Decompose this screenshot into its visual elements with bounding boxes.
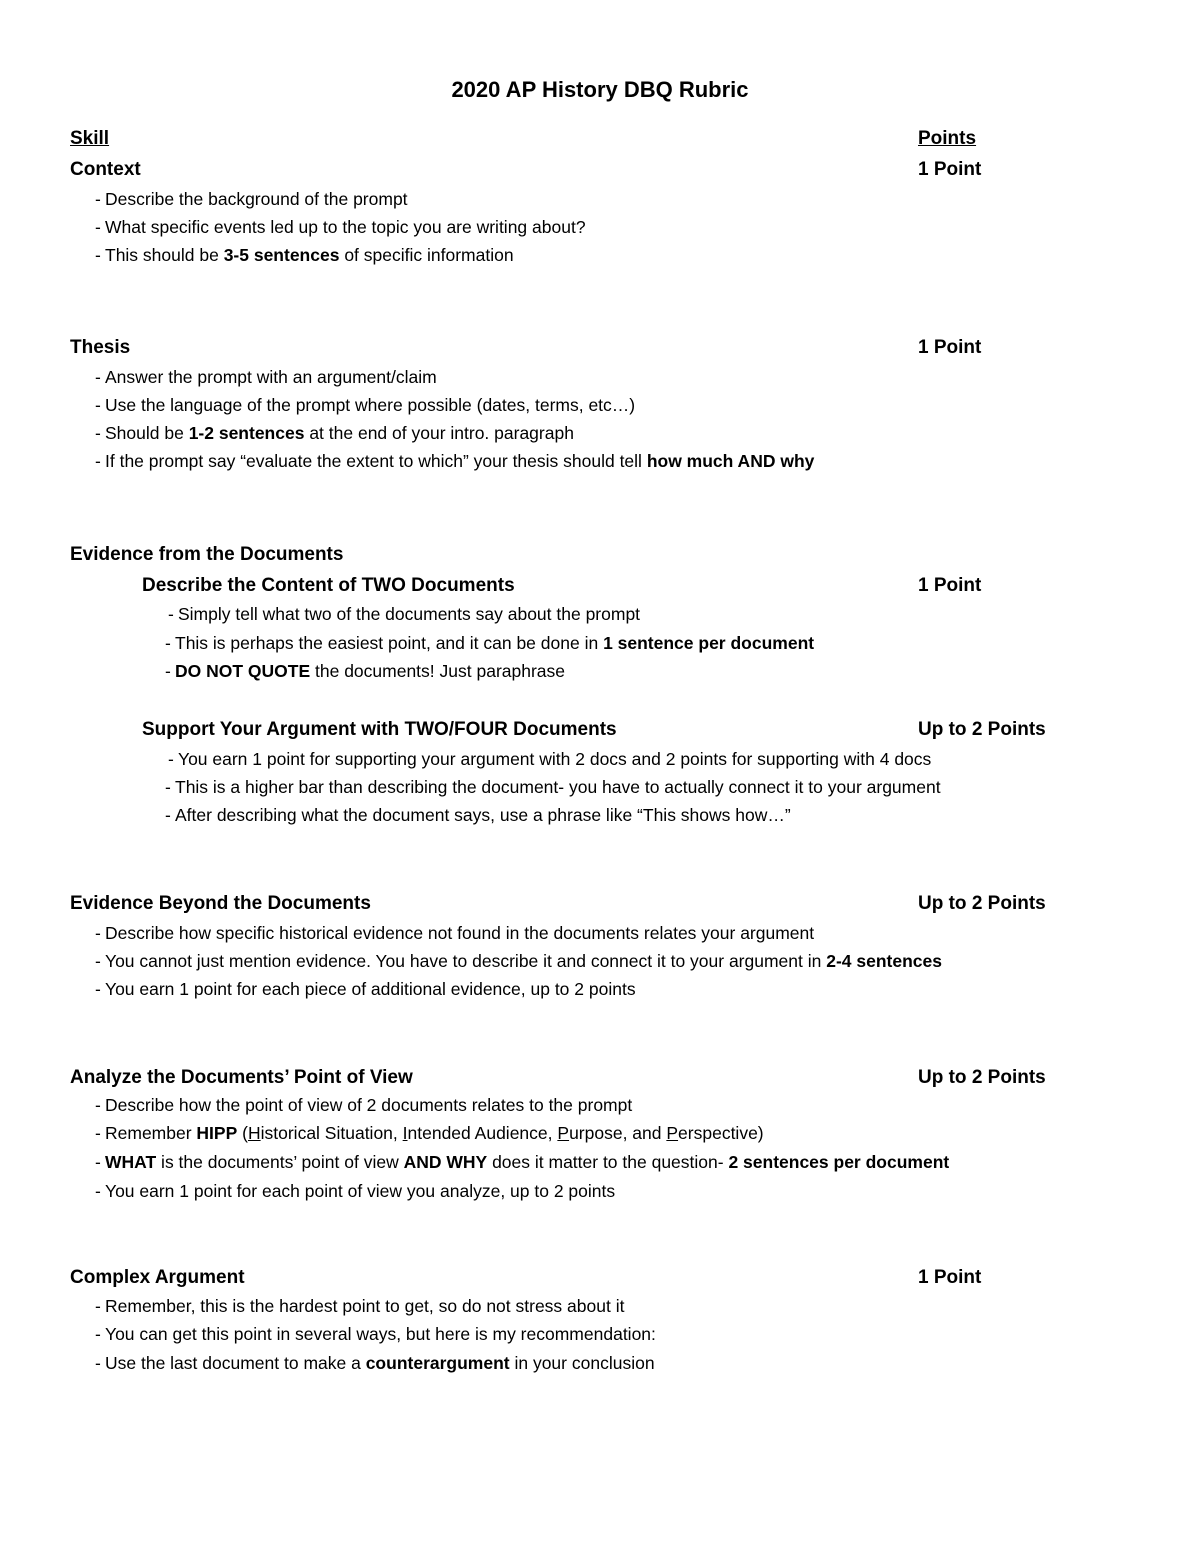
support-bullet-2: - This is a higher bar than describing the document- you have to actually connect it to your argument: [165, 777, 941, 797]
context-bullet-3: - This should be 3-5 sentences of specific information: [95, 245, 514, 265]
describe-bullet-2: - This is perhaps the easiest point, and it can be done in 1 sentence per document: [165, 633, 815, 653]
context-points: 1 Point: [918, 159, 982, 180]
support-bullet-1: - You earn 1 point for supporting your argument with 2 docs and 2 points for supporting with 4 docs: [168, 749, 932, 769]
complex-bullet-1: - Remember, this is the hardest point to get, so do not stress about it: [95, 1296, 625, 1316]
context-heading: Context: [70, 159, 141, 180]
page-title: 2020 AP History DBQ Rubric: [451, 77, 749, 102]
points-column-header: Points: [918, 128, 977, 149]
beyond-bullet-2: - You cannot just mention evidence. You have to describe it and connect it to your argument in 2-4 sentences: [95, 951, 942, 971]
beyond-bullet-1: - Describe how specific historical evidence not found in the documents relates your argument: [95, 923, 815, 943]
context-bullet-2: - What specific events led up to the topic you are writing about?: [95, 217, 586, 237]
describe-content-points: 1 Point: [918, 575, 982, 596]
pov-bullet-3: - WHAT is the documents’ point of view AND WHY does it matter to the question- 2 sentences per document: [95, 1152, 950, 1172]
support-argument-heading: Support Your Argument with TWO/FOUR Documents: [142, 719, 617, 740]
point-of-view-heading: Analyze the Documents’ Point of View: [70, 1067, 413, 1088]
pov-bullet-1: - Describe how the point of view of 2 documents relates to the prompt: [95, 1095, 633, 1115]
describe-bullet-3: - DO NOT QUOTE the documents! Just paraphrase: [165, 661, 566, 681]
complex-argument-points: 1 Point: [918, 1267, 982, 1288]
support-argument-points: Up to 2 Points: [918, 719, 1046, 740]
thesis-bullet-1: - Answer the prompt with an argument/claim: [95, 367, 437, 387]
pov-bullet-2: - Remember HIPP (Historical Situation, Intended Audience, Purpose, and Perspective): [95, 1123, 764, 1143]
complex-argument-heading: Complex Argument: [70, 1267, 245, 1288]
evidence-beyond-points: Up to 2 Points: [918, 893, 1046, 914]
thesis-bullet-4: - If the prompt say “evaluate the extent to which” your thesis should tell how much AND why: [95, 451, 815, 471]
thesis-heading: Thesis: [70, 337, 131, 358]
beyond-bullet-3: - You earn 1 point for each piece of additional evidence, up to 2 points: [95, 979, 636, 999]
pov-bullet-4: - You earn 1 point for each point of view you analyze, up to 2 points: [95, 1181, 616, 1201]
thesis-points: 1 Point: [918, 337, 982, 358]
complex-bullet-2: - You can get this point in several ways, but here is my recommendation:: [95, 1324, 656, 1344]
complex-bullet-3: - Use the last document to make a counterargument in your conclusion: [95, 1353, 655, 1373]
describe-bullet-1: - Simply tell what two of the documents say about the prompt: [168, 604, 641, 624]
skill-column-header: Skill: [70, 128, 110, 149]
support-bullet-3: - After describing what the document says, use a phrase like “This shows how…”: [165, 805, 791, 825]
describe-content-heading: Describe the Content of TWO Documents: [142, 575, 515, 596]
thesis-bullet-3: - Should be 1-2 sentences at the end of your intro. paragraph: [95, 423, 574, 443]
evidence-beyond-heading: Evidence Beyond the Documents: [70, 893, 371, 914]
context-bullet-1: - Describe the background of the prompt: [95, 189, 408, 209]
evidence-documents-heading: Evidence from the Documents: [70, 544, 344, 565]
thesis-bullet-2: - Use the language of the prompt where possible (dates, terms, etc…): [95, 395, 636, 415]
point-of-view-points: Up to 2 Points: [918, 1067, 1046, 1088]
